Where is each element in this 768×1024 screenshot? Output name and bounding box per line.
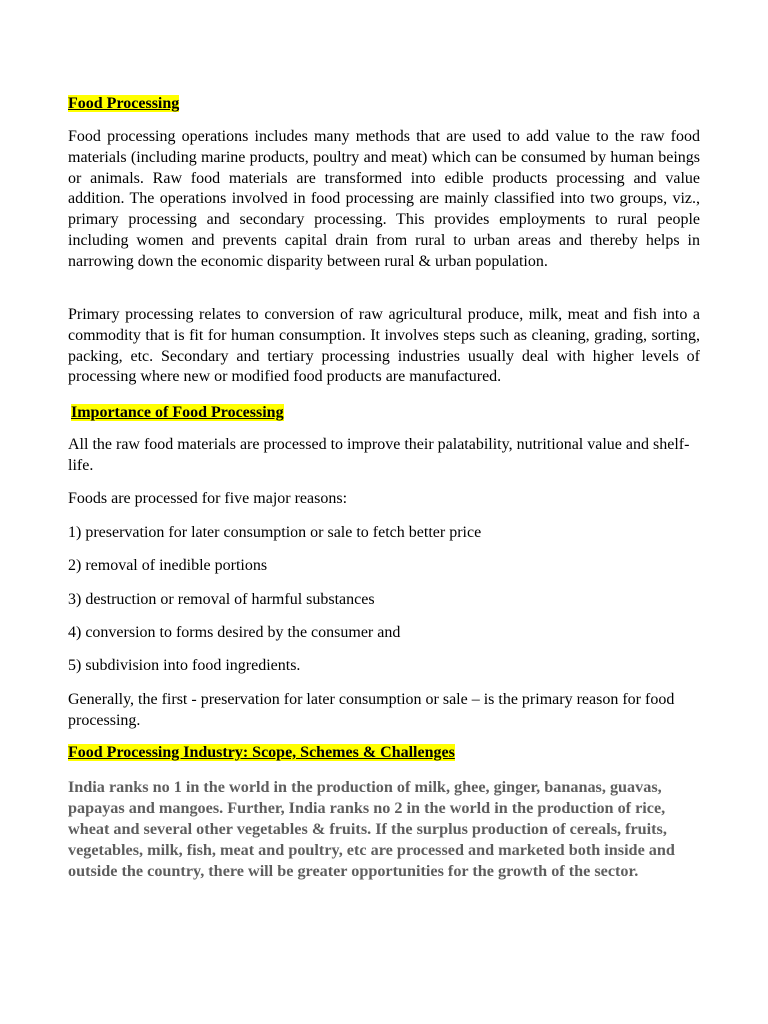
paragraph-industry-scope: India ranks no 1 in the world in the production of milk, ghee, ginger, bananas, guavas, papayas and mangoes. Further, India ranks no 2 in the world in the production of rice, wheat and several other vegetables & fruits. If the surplus production of cereals, fruits, vegetables, milk, fish, meat and poultry, etc are processed and marketed both inside and outside the country, there will be greater opportunities for the growth of the sector. [68,778,675,880]
reason-item: 1) preservation for later consumption or sale to fetch better price [68,524,482,541]
heading-industry: Food Processing Industry: Scope, Schemes & Challenges [68,744,455,761]
paragraph-importance-conclusion: Generally, the first - preservation for later consumption or sale – is the primary reason for food processing. [68,691,675,729]
reason-item: 3) destruction or removal of harmful substances [68,591,375,608]
paragraph-importance-intro: All the raw food materials are processed to improve their palatability, nutritional value and shelf-life. [68,436,690,474]
reasons-lead: Foods are processed for five major reasons: [68,490,348,507]
reason-item: 5) subdivision into food ingredients. [68,657,301,674]
paragraph-primary-processing: Primary processing relates to conversion of raw agricultural produce, milk, meat and fish into a commodity that is fit for human consumption. It involves steps such as cleaning, grading, sorting, packing, etc. Secondary and tertiary processing industries usually deal with higher levels of processing where new or modified food products are manufactured. [68,306,700,386]
reason-item: 4) conversion to forms desired by the consumer and [68,624,401,641]
heading-food-processing: Food Processing [68,95,180,112]
reason-item: 2) removal of inedible portions [68,557,268,574]
paragraph-food-processing-intro: Food processing operations includes many methods that are used to add value to the raw food materials (including marine products, poultry and meat) which can be consumed by human beings or animals. Raw food materials are transformed into edible products processing and value addition. The operations involved in food processing are mainly classified into two groups, viz., primary processing and secondary processing. This provides employments to rural people including women and prevents capital drain from rural to urban areas and thereby helps in narrowing down the economic disparity between rural & urban population. [68,128,700,270]
heading-importance: Importance of Food Processing [71,404,284,421]
